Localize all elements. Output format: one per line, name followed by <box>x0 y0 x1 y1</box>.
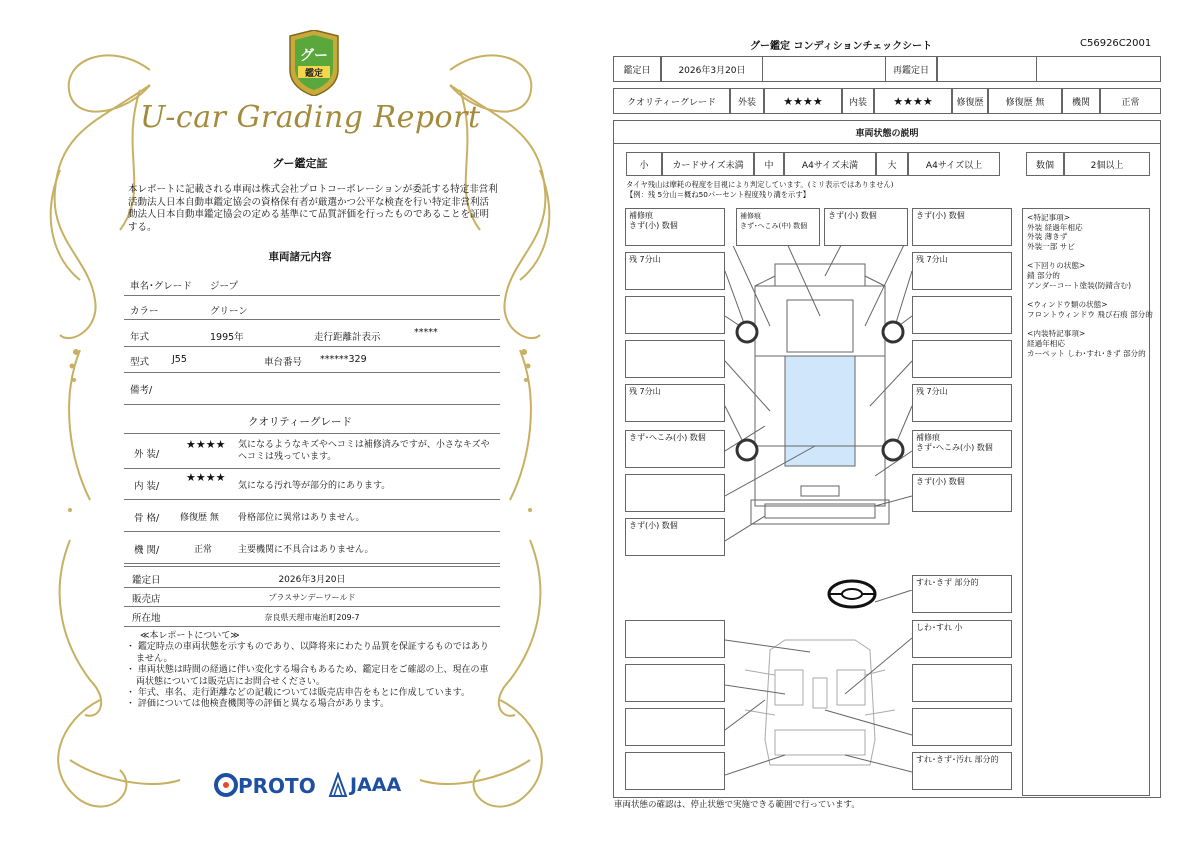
quality-row-exterior <box>124 433 500 469</box>
repair-value: 修復歴 無 <box>988 88 1062 114</box>
year-label: 年式 <box>130 332 150 343</box>
damage-box-left-1: 補修痕 きず(小) 数個 <box>625 208 725 246</box>
count-label: 数個 <box>1026 152 1064 176</box>
interior-seat-diagram <box>725 590 915 790</box>
damage-box-left-7 <box>625 474 725 512</box>
count-desc: 2個以上 <box>1064 152 1150 176</box>
tire-note-1: タイヤ残山は摩耗の程度を目視により判定しています。(ミリ表示ではありません) <box>626 180 894 189</box>
address-label: 所在地 <box>132 613 161 624</box>
frame-value: 修復歴 無 <box>180 513 219 523</box>
frame-label: 骨 格/ <box>134 513 160 524</box>
model-label: 型式 <box>130 357 150 368</box>
jaaa-logo-text: JAAA <box>350 774 402 796</box>
jaaa-logo-icon <box>328 772 348 798</box>
color-label: カラー <box>130 306 159 317</box>
quality-title: クオリティーグレード <box>248 416 352 428</box>
special-remarks-panel <box>1022 208 1153 796</box>
spec-row-model <box>124 347 500 373</box>
engine-value: 正常 <box>194 545 213 555</box>
engine-value: 正常 <box>1100 88 1161 114</box>
interior-box-right-2: しわ･すれ 小 <box>912 620 1012 658</box>
size-mid-desc: A4サイズ未満 <box>784 152 876 176</box>
mileage-label: 走行距離計表示 <box>314 332 381 343</box>
note-item: ・ 鑑定時点の車両状態を示すものであり、以降将来にわたり品質を保証するものではありません。 <box>126 642 489 664</box>
report-notes <box>124 631 494 711</box>
damage-box-left-8: きず(小) 数個 <box>625 518 725 556</box>
remarks-label: 備考/ <box>130 385 153 396</box>
exterior-stars: ★★★★ <box>186 438 226 451</box>
size-large-desc: A4サイズ以上 <box>908 152 1000 176</box>
size-small-label: 小 <box>626 152 662 176</box>
sheet-title: グー鑑定 コンディションチェックシート <box>750 41 933 52</box>
year-value: 1995年 <box>210 332 244 343</box>
exterior-label: 外 装/ <box>134 449 160 460</box>
name-value: ジープ <box>210 281 239 292</box>
color-value: グリーン <box>210 306 248 317</box>
size-mid-label: 中 <box>754 152 784 176</box>
tire-box-rear-left: 残 7分山 <box>625 384 725 422</box>
svg-text:グー: グー <box>300 48 328 64</box>
note-item: ・ 評価については他検査機関等の評価と異なる場合があります。 <box>126 699 389 710</box>
interior-box-right-1: すれ･きず 部分的 <box>912 575 1012 613</box>
name-label: 車名･グレード <box>130 281 192 292</box>
tire-note-2: 【例：残 5分山＝概ね50パーセント程度残り溝を示す】 <box>626 190 810 199</box>
reappraisal-value <box>937 56 1037 82</box>
info-row-address <box>124 607 500 627</box>
notes-title: ≪本レポートについて≫ <box>140 631 240 641</box>
vehicle-top-view-diagram <box>725 246 915 546</box>
report-script-title: U-car Grading Report <box>140 100 481 135</box>
damage-box-right-7: きず(小) 数個 <box>912 474 1012 512</box>
quality-row-interior <box>124 469 500 500</box>
size-large-label: 大 <box>876 152 908 176</box>
goo-appraisal-badge-icon <box>286 30 342 96</box>
damage-box-right-3 <box>912 296 1012 334</box>
date-value: 2026年3月20日 <box>278 575 346 585</box>
int-value: ★★★★ <box>874 88 952 114</box>
damage-box-left-4 <box>625 340 725 378</box>
tire-box-front-left: 残 7分山 <box>625 252 725 290</box>
tire-box-rear-right: 残 7分山 <box>912 384 1012 422</box>
remark-windows: <ウィンドウ類の状態> フロントウィンドウ 飛び石痕 部分的 <box>1027 300 1153 319</box>
damage-box-right-1: きず(小) 数個 <box>912 208 1012 246</box>
quality-row-frame <box>124 500 500 532</box>
remark-undercarriage: <下回りの状態> 錆 部分的 アンダーコート塗装(防錆含む) <box>1027 261 1132 290</box>
spec-title: 車両諸元内容 <box>268 251 332 263</box>
interior-box-left-1 <box>625 620 725 658</box>
model-value: J55 <box>172 354 187 365</box>
quality-row-engine <box>124 532 500 564</box>
interior-stars: ★★★★ <box>186 471 226 484</box>
interior-box-left-2 <box>625 664 725 702</box>
ext-label: 外装 <box>730 88 764 114</box>
sheet-id: C56926C2001 <box>1080 38 1152 49</box>
interior-text: 気になる汚れ等が部分的にあります。 <box>238 481 391 491</box>
certificate-text: 本レポートに記載される車両は株式会社プロトコーポレーションが委託する特定非営利活動法人日本自動車鑑定協会の資格保有者が厳選かつ公平な検査を行い特定非営利活動法人日本自動車鑑定協会の定める基準にて品質評価を行ったものであることを証明する。 <box>128 184 498 233</box>
damage-box-right-4 <box>912 340 1012 378</box>
interior-box-left-3 <box>625 708 725 746</box>
shop-value: プラスサンデーワールド <box>268 593 356 602</box>
damage-box-top-1: 補修痕 きず･へこみ(中) 数個 <box>736 208 820 246</box>
size-small-desc: カードサイズ未満 <box>662 152 754 176</box>
certificate-title: グー鑑定証 <box>272 157 328 170</box>
proto-logo-text: PROTO <box>238 774 316 798</box>
spec-row-year <box>124 320 500 347</box>
spec-row-name <box>124 272 500 296</box>
mileage-value: ***** <box>414 327 438 338</box>
svg-text:鑑定: 鑑定 <box>304 69 324 79</box>
engine-label: 機 関/ <box>134 545 160 556</box>
chassis-label: 車台番号 <box>264 357 303 368</box>
info-row-shop <box>124 588 500 607</box>
note-item: ・ 年式、車名、走行距離などの記載については販売店申告をもとに作成しています。 <box>126 688 470 699</box>
spec-row-remarks <box>124 373 500 405</box>
spec-row-color <box>124 296 500 320</box>
interior-box-right-3 <box>912 664 1012 702</box>
interior-box-right-4 <box>912 708 1012 746</box>
footer-note: 車両状態の確認は、停止状態で実施できる範囲で行っています。 <box>614 800 860 810</box>
tire-box-front-right: 残 7分山 <box>912 252 1012 290</box>
repair-label: 修復歴 <box>952 88 988 114</box>
remark-special: <特記事項> 外装 経過年相応 外装 薄きず 外装一部 サビ <box>1027 213 1083 251</box>
reappraisal-label: 再鑑定日 <box>885 56 937 82</box>
interior-box-right-5: すれ･きず･汚れ 部分的 <box>912 752 1012 790</box>
info-row-date <box>124 566 500 588</box>
damage-box-left-6: きず･へこみ(小) 数個 <box>625 430 725 468</box>
proto-logo-icon <box>214 772 240 798</box>
interior-box-left-4 <box>625 752 725 790</box>
section-title: 車両状態の説明 <box>613 120 1161 144</box>
date-label: 鑑定日 <box>132 575 161 586</box>
note-item: ・ 車両状態は時間の経過に伴い変化する場合もあるため、鑑定日をご確認の上、現在の車両状態については販売店にお問合せください。 <box>126 665 489 687</box>
exterior-text: 気になるようなキズやヘコミは補修済みですが、小さなキズやヘコミは残っています。 <box>238 440 490 462</box>
shop-label: 販売店 <box>132 594 161 605</box>
engine-label: 機関 <box>1062 88 1100 114</box>
chassis-value: ******329 <box>320 354 367 365</box>
damage-box-right-6: 補修痕 きず･へこみ(小) 数個 <box>912 430 1012 468</box>
damage-box-top-2: きず(小) 数個 <box>824 208 908 246</box>
address-value: 奈良県天理市庵治町209-7 <box>264 613 360 622</box>
ext-value: ★★★★ <box>764 88 842 114</box>
int-label: 内装 <box>842 88 874 114</box>
remark-interior: <内装特記事項> 経過年相応 カーペット しわ･すれ･きず 部分的 <box>1027 329 1146 358</box>
engine-text: 主要機関に不具合はありません。 <box>238 545 374 555</box>
logos <box>214 770 414 800</box>
frame-text: 骨格部位に異常はありません。 <box>238 513 365 523</box>
appraisal-date-label: 鑑定日 <box>613 56 661 82</box>
interior-label: 内 装/ <box>134 481 160 492</box>
appraisal-date-value: 2026年3月20日 <box>661 56 763 82</box>
damage-box-left-3 <box>625 296 725 334</box>
qg-label: クオリティーグレード <box>613 88 730 114</box>
